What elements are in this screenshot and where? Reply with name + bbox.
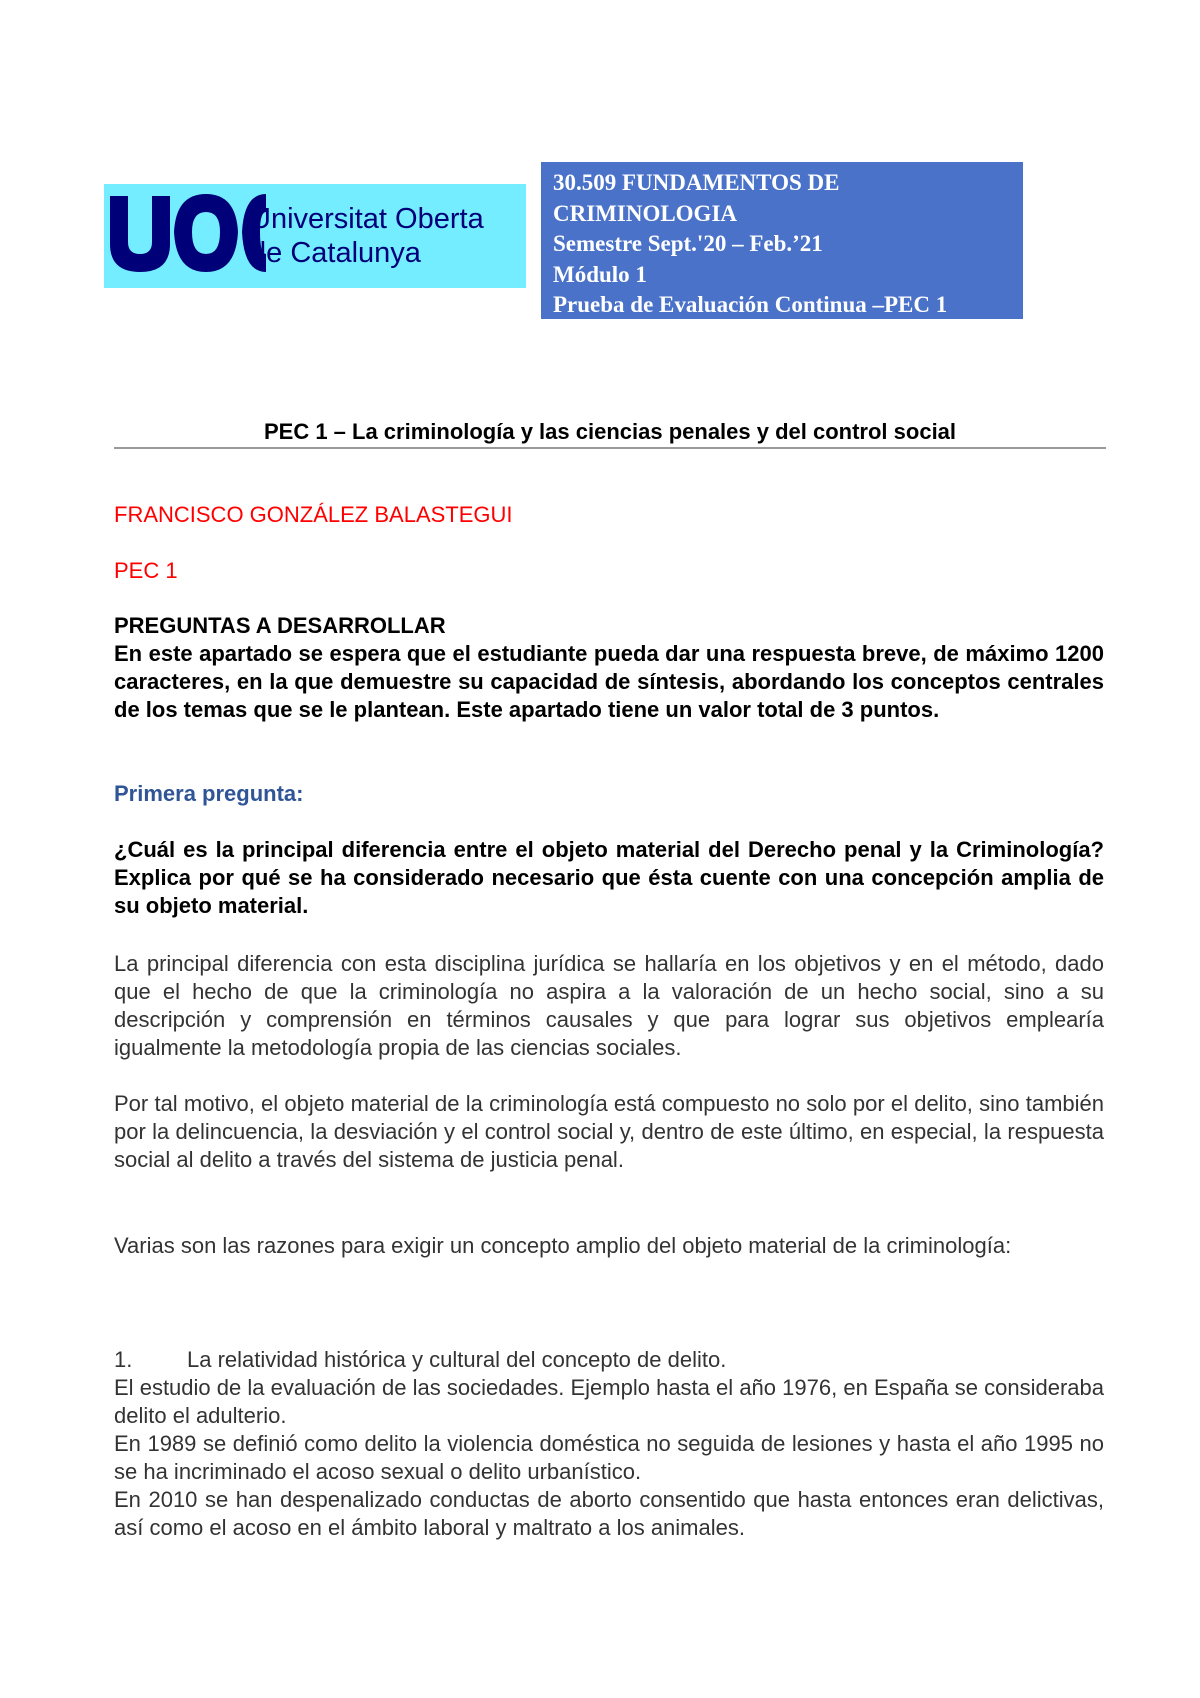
question-text: ¿Cuál es la principal diferencia entre el objeto material del Derecho penal y la Criminología? Explica por qué se ha considerado necesario que ésta cuente con una concepción amplia de su objeto material. bbox=[114, 837, 1104, 918]
assessment-name: Prueba de Evaluación Continua –PEC 1 bbox=[553, 292, 948, 317]
logo-line1: Universitat Oberta bbox=[250, 203, 484, 235]
list-number: 1. bbox=[114, 1347, 133, 1372]
paragraph-4: El estudio de la evaluación de las sociedades. Ejemplo hasta el año 1976, en España se consideraba delito el adulterio. bbox=[114, 1375, 1104, 1428]
list-item bbox=[114, 1346, 1104, 1374]
question-label: Primera pregunta: bbox=[114, 781, 304, 806]
document-title: PEC 1 – La criminología y las ciencias penales y del control social bbox=[263, 419, 957, 444]
semester: Semestre Sept.'20 – Feb.’21 bbox=[553, 231, 823, 256]
title-divider bbox=[114, 447, 1106, 449]
paragraph-2: Por tal motivo, el objeto material de la criminología está compuesto no solo por el delito, sino también por la delincuencia, la desviación y el control social y, dentro de este último, en especial, la respuesta social al delito a través del sistema de justicia penal. bbox=[114, 1091, 1104, 1172]
paragraph-1: La principal diferencia con esta disciplina jurídica se hallaría en los objetivos y en el método, dado que el hecho de que la criminología no aspira a la valoración de un hecho social, sino a su descripción y comprensión en términos causales y que para lograr sus objetivos emplearía igualmente la metodología propia de las ciencias sociales. bbox=[114, 951, 1104, 1060]
section-intro: En este apartado se espera que el estudiante pueda dar una respuesta breve, de máximo 1200 caracteres, en la que demuestre su capacidad de síntesis, abordando los conceptos centrales de los temas que se le plantean. Este apartado tiene un valor total de 3 puntos. bbox=[114, 641, 1104, 722]
course-info-box bbox=[541, 162, 1023, 319]
list-item-text: La relatividad histórica y cultural del concepto de delito. bbox=[187, 1347, 727, 1372]
course-code: 30.509 FUNDAMENTOS DE bbox=[553, 170, 840, 195]
paragraph-6: En 2010 se han despenalizado conductas de aborto consentido que hasta entonces eran delictivas, así como el acoso en el ámbito laboral y maltrato a los animales. bbox=[114, 1487, 1104, 1540]
uoc-logo bbox=[104, 184, 526, 288]
module: Módulo 1 bbox=[553, 261, 647, 287]
paragraph-5: En 1989 se definió como delito la violencia doméstica no seguida de lesiones y hasta el año 1995 no se ha incriminado el acoso sexual o delito urbanístico. bbox=[114, 1431, 1104, 1484]
pec-label: PEC 1 bbox=[114, 558, 178, 583]
logo-line2: de Catalunya bbox=[250, 237, 421, 269]
course-name: CRIMINOLOGIA bbox=[553, 200, 738, 226]
author-name: FRANCISCO GONZÁLEZ BALASTEGUI bbox=[114, 502, 513, 527]
paragraph-3: Varias son las razones para exigir un concepto amplio del objeto material de la criminología: bbox=[114, 1233, 1012, 1258]
section-heading: PREGUNTAS A DESARROLLAR bbox=[114, 613, 446, 638]
